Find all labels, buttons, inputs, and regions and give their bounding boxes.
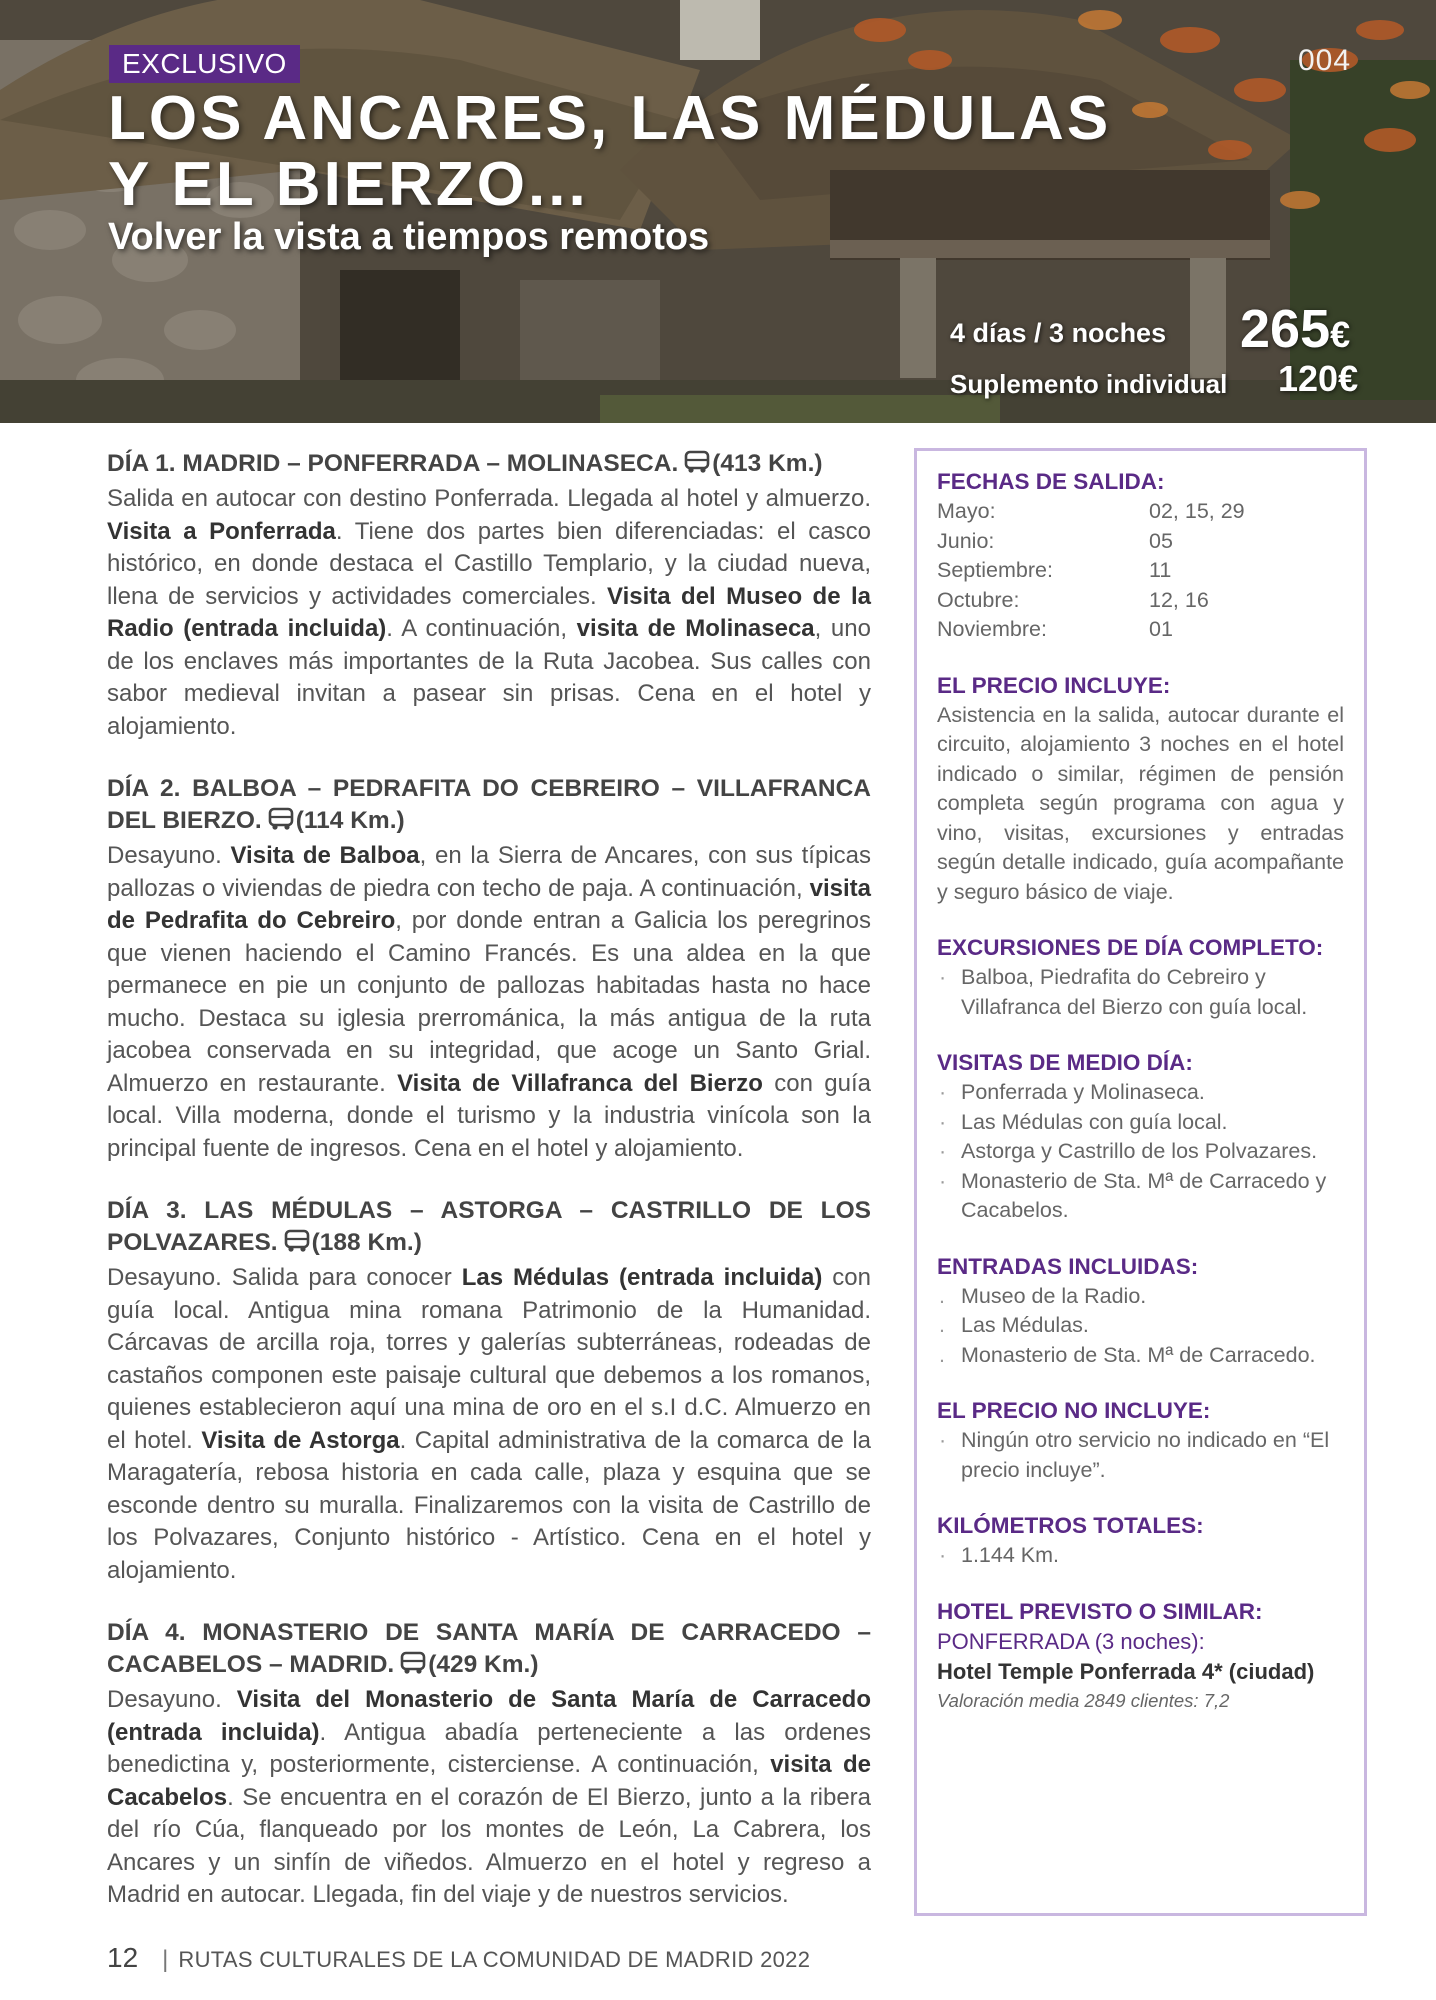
- highlight-text: visita de Cacabelos: [107, 1751, 871, 1811]
- body-text: . Se encuentra en el corazón de El Bierzo, junto a la ribera del río Cúa, flanqueado por los montes de León, La Cabrera, los Ancares y un sinfín de viñedos. Almuerzo en el hotel y regreso a Madrid en autocar. Llegada, fin del viaje y de nuestros servicios.: [107, 1783, 871, 1908]
- section-heading: VISITAS DE MEDIO DÍA:: [937, 1050, 1193, 1075]
- section-heading: FECHAS DE SALIDA:: [937, 469, 1165, 494]
- full-day-excursions-section: [937, 933, 1344, 1022]
- body-text: , uno de los enclaves más importantes de la Ruta Jacobea. Sus calles con sabor medieval invitan a pasear sin prisas. Cena en el hotel y alojamiento.: [107, 615, 871, 740]
- body-text: Desayuno.: [107, 842, 231, 869]
- section-heading: KILÓMETROS TOTALES:: [937, 1513, 1204, 1538]
- price-value: 265: [1240, 299, 1331, 359]
- list-item: · 1.144 Km.: [937, 1541, 1344, 1571]
- date-days: 12, 16: [1149, 587, 1209, 612]
- highlight-text: Visita de Astorga: [201, 1426, 400, 1454]
- day-heading: [107, 1195, 871, 1262]
- bus-icon: [284, 1229, 310, 1262]
- bus-icon: [268, 807, 294, 840]
- body-text: . Capital administrativa de la comarca de la Maragatería, rebosa historia en cada calle, plaza y esquina que se esconde dentro su muralla. Finalizaremos con la visita de Castrillo de los Polvazares, Conjunto histórico - Artístico. Cena en el hotel y alojamiento.: [107, 1426, 872, 1584]
- body-text: . A continuación,: [386, 615, 577, 642]
- list-item: · Monasterio de Sta. Mª de Carracedo y Cacabelos.: [937, 1167, 1344, 1226]
- date-days: 11: [1149, 558, 1172, 582]
- page-footer: [107, 1942, 810, 1974]
- day-distance: (188 Km.): [311, 1229, 422, 1256]
- body-text: Desayuno.: [107, 1686, 237, 1713]
- list-item: . Las Médulas.: [937, 1311, 1344, 1341]
- price-excludes-list: [937, 1426, 1344, 1485]
- highlight-text: Visita de Balboa: [230, 842, 420, 869]
- day-description: [107, 1262, 871, 1587]
- day-title: DÍA 1. MADRID – PONFERRADA – MOLINASECA.: [107, 450, 679, 477]
- day-heading: [107, 448, 871, 483]
- date-days: 05: [1149, 528, 1173, 553]
- highlight-text: Visita a Ponferrada: [107, 517, 336, 545]
- total-km-section: [937, 1511, 1344, 1571]
- list-item: . Museo de la Radio.: [937, 1282, 1344, 1312]
- price-currency: €: [1330, 314, 1351, 355]
- hotel-city: PONFERRADA (3 noches):: [937, 1628, 1205, 1654]
- day-distance: (413 Km.): [712, 450, 823, 477]
- hotel-name: Hotel Temple Ponferrada 4* (ciudad): [937, 1658, 1315, 1684]
- list-item: · Las Médulas con guía local.: [937, 1108, 1344, 1138]
- list-item: · Ningún otro servicio no indicado en “El precio incluye”.: [937, 1426, 1344, 1485]
- departure-dates-section: [937, 467, 1344, 645]
- list-item: · Astorga y Castrillo de los Polvazares.: [937, 1137, 1344, 1167]
- highlight-text: visita de Pedrafita do Cebreiro: [107, 874, 871, 934]
- price-includes-text: Asistencia en la salida, autocar durante el circuito, alojamiento 3 noches en el hotel indicado o similar, régimen de pensión completa según programa con agua y vino, visitas, excursiones y entradas según detalle indicado, guía acompañante y seguro básico de viaje.: [937, 702, 1344, 904]
- section-heading: HOTEL PREVISTO O SIMILAR:: [937, 1598, 1263, 1624]
- highlight-text: Visita del Museo de la Radio (entrada incluida): [107, 582, 871, 642]
- footer-separator: |: [162, 1946, 169, 1973]
- page-number: 12: [107, 1942, 139, 1973]
- hotel-section: [937, 1597, 1344, 1714]
- day-title: DÍA 4. MONASTERIO DE SANTA MARÍA DE CARRACEDO – CACABELOS – MADRID.: [107, 1619, 871, 1678]
- section-heading: ENTRADAS INCLUIDAS:: [937, 1253, 1199, 1279]
- highlight-text: Las Médulas (entrada incluida): [461, 1264, 823, 1291]
- day-description: [107, 1684, 871, 1912]
- section-heading: EL PRECIO INCLUYE:: [937, 672, 1171, 698]
- day-section: [107, 1195, 871, 1587]
- body-text: . Antigua abadía perteneciente a las ordenes benedictina y, posteriormente, cisterciense. A continuación,: [107, 1718, 871, 1778]
- supplement-label: Suplemento individual: [950, 369, 1228, 399]
- date-row: [937, 527, 1344, 557]
- body-text: Desayuno. Salida para conocer: [107, 1264, 462, 1291]
- bus-icon: [684, 450, 710, 483]
- price-includes-section: [937, 671, 1344, 908]
- day-description: [107, 483, 871, 743]
- day-heading: [107, 1617, 871, 1684]
- day-section: [107, 448, 871, 743]
- date-row: [937, 615, 1344, 645]
- included-entries-section: [937, 1252, 1344, 1371]
- full-day-excursions-list: [937, 963, 1344, 1022]
- price-excludes-section: [937, 1396, 1344, 1485]
- highlight-text: visita de Molinaseca: [576, 615, 815, 642]
- date-month: Septiembre:: [937, 558, 1053, 582]
- date-row: [937, 586, 1344, 616]
- trip-duration: 4 días / 3 noches: [950, 318, 1167, 348]
- day-section: [107, 1617, 871, 1912]
- date-month: Mayo:: [937, 499, 996, 523]
- date-row: [937, 556, 1344, 586]
- body-text: con guía local. Villa moderna, donde el turismo y la industria vinícola son la principal fuente de ingresos. Cena en el hotel y alojamiento.: [107, 1069, 871, 1162]
- trip-price: [1240, 298, 1350, 360]
- itinerary: [107, 448, 871, 1942]
- date-days: 02, 15, 29: [1149, 499, 1245, 523]
- publication-title: RUTAS CULTURALES DE LA COMUNIDAD DE MADRID 2022: [178, 1947, 811, 1972]
- body-text: , en la Sierra de Ancares, con sus típicas pallozas o viviendas de piedra con techo de paja. A continuación,: [107, 842, 871, 902]
- included-entries-list: [937, 1282, 1344, 1371]
- half-day-visits-list: [937, 1078, 1344, 1226]
- page-title: LOS ANCARES, LAS MÉDULAS Y EL BIERZO...: [108, 84, 1112, 219]
- day-heading: [107, 773, 871, 840]
- day-distance: (429 Km.): [428, 1651, 539, 1678]
- day-title: DÍA 2. BALBOA – PEDRAFITA DO CEBREIRO – VILLAFRANCA DEL BIERZO.: [107, 775, 871, 834]
- trip-details-box: [914, 448, 1367, 1916]
- body-text: con guía local. Antigua mina romana Patrimonio de la Humanidad. Cárcavas de arcilla roja, torres y galerías subterráneas, rodeadas de castaños componen este paisaje cultural que debemos a los romanos, quienes establecieron aquí una mina de oro en el s.I d.C. Almuerzo en el hotel.: [107, 1264, 871, 1454]
- date-days: 01: [1149, 617, 1173, 641]
- date-row: [937, 497, 1344, 527]
- list-item: . Monasterio de Sta. Mª de Carracedo.: [937, 1341, 1344, 1371]
- day-distance: (114 Km.): [295, 807, 405, 834]
- date-month: Junio:: [937, 528, 995, 553]
- supplement-price: 120€: [1278, 358, 1359, 399]
- hero-banner: [0, 0, 1436, 423]
- departure-dates-table: [937, 497, 1344, 645]
- half-day-visits-section: [937, 1048, 1344, 1226]
- day-title: DÍA 3. LAS MÉDULAS – ASTORGA – CASTRILLO DE LOS POLVAZARES.: [107, 1197, 871, 1256]
- trip-code: 004: [1298, 44, 1352, 77]
- total-km-list: [937, 1541, 1344, 1571]
- list-item: · Ponferrada y Molinaseca.: [937, 1078, 1344, 1108]
- highlight-text: Visita de Villafranca del Bierzo: [397, 1069, 763, 1097]
- body-text: . Tiene dos partes bien diferenciadas: el casco histórico, en donde destaca el Castillo Templario, y la ciudad nueva, llena de servicios y actividades comerciales.: [107, 517, 872, 610]
- section-heading: EXCURSIONES DE DÍA COMPLETO:: [937, 935, 1324, 960]
- date-month: Octubre:: [937, 587, 1020, 612]
- day-description: [107, 840, 871, 1165]
- list-item: · Balboa, Piedrafita do Cebreiro y Villafranca del Bierzo con guía local.: [937, 963, 1344, 1022]
- date-month: Noviembre:: [937, 617, 1047, 641]
- highlight-text: Visita del Monasterio de Santa María de Carracedo (entrada incluida): [107, 1686, 871, 1746]
- section-heading: EL PRECIO NO INCLUYE:: [937, 1398, 1211, 1423]
- exclusive-badge: EXCLUSIVO: [109, 45, 300, 83]
- body-text: , por donde entran a Galicia los peregrinos que vienen haciendo el Camino Francés. Es una aldea en la que permanece en pie un conjunto de pallozas habitadas hasta no hace mucho. Destaca su iglesia prerrománica, la más antigua de la ruta jacobea conservada en su integridad, que acoge un Santo Grial. Almuerzo en restaurante.: [107, 907, 872, 1097]
- day-section: [107, 773, 871, 1165]
- bus-icon: [400, 1651, 426, 1684]
- page-subtitle: Volver la vista a tiempos remotos: [108, 216, 710, 258]
- body-text: Salida en autocar con destino Ponferrada. Llegada al hotel y almuerzo.: [107, 485, 871, 512]
- hotel-rating: Valoración media 2849 clientes: 7,2: [937, 1689, 1230, 1711]
